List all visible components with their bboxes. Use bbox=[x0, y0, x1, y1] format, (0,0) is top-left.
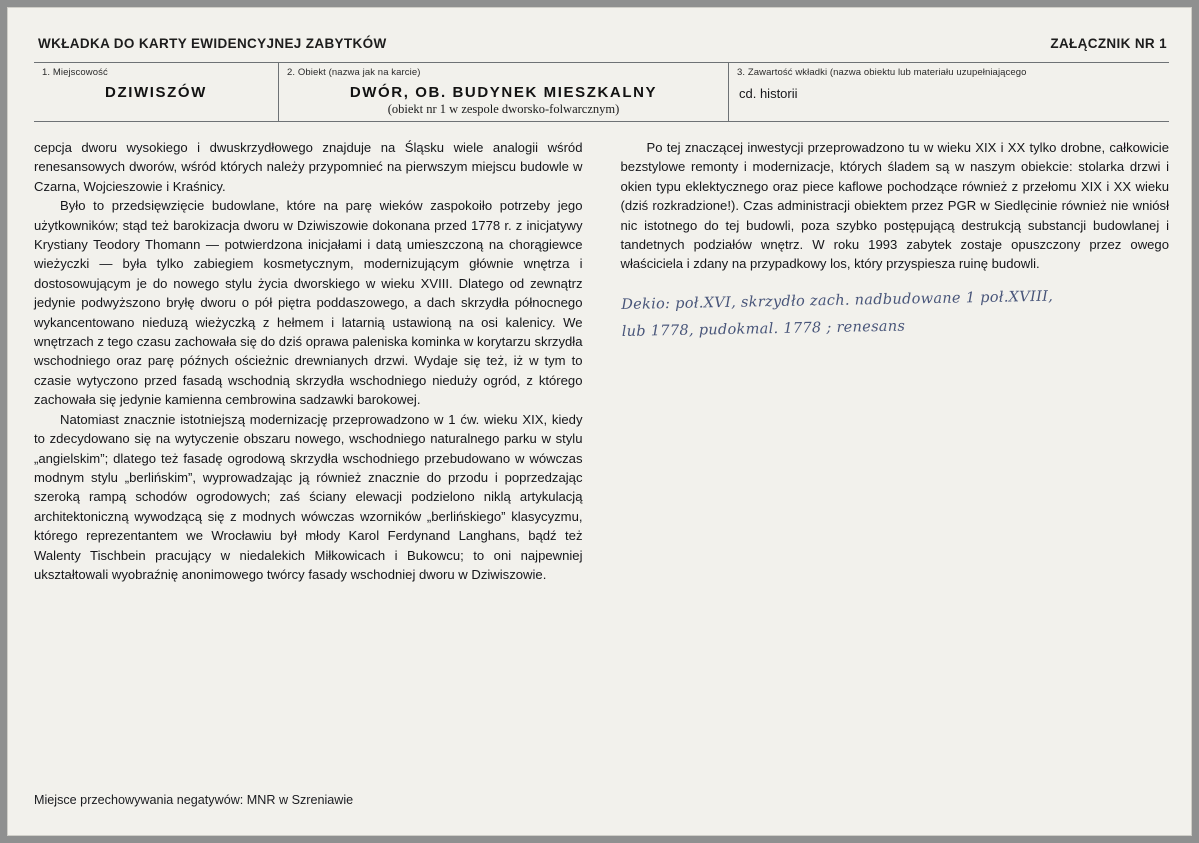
object-label: 2. Obiekt (nazwa jak na karcie) bbox=[287, 67, 421, 78]
footer-negatives-location: Miejsce przechowywania negatywów: MNR w Szreniawie bbox=[34, 793, 354, 807]
paragraph: Było to przedsięwzięcie budowlane, które na parę wieków zaspokoiło potrzeby jego użytkowników; stąd też barokizacja dworu w Dziwiszowie dokonana przed 1778 r. z inicjatywy Krystiany Teodory Thomann — potwierdzona inicjałami i datą umieszczoną na chorągiewce wieżyczki — była tylko zabiegiem kosmetycznym, modernizującym głównie wnętrza i dostosowującym je do nowego stylu życia dworskiego w wieku XVIII. Dlatego od zewnątrz jedynie podwyższono bryłę dworu o pół piętra poddaszowego, a dach skrzydła północnego wykancentowano nieduzą wieżyczką z hełmem i latarnią ustawioną na osi kalenicy. We wnętrzach z tego czasu zachowała się do dziś oprawa paleniska kominka w korytarzu skrzydła wschodniego oraz parę późnych ościeżnic drewnianych drzwi. Wydaje się też, iż w tym to czasie wytyczono przed fasadą wschodnią skrzydła wschodniego nieduży ogród, z którego zachowała się jedynie kamienna cembrowina sadzawki barokowej. bbox=[34, 198, 583, 408]
content-value: cd. historii bbox=[739, 86, 798, 101]
paragraph: Po tej znaczącej inwestycji przeprowadzono tu w wieku XIX i XX tylko drobne, całkowicie bezstylowe remonty i modernizacje, których śladem są w naszym obiekcie: stolarka drzwi i okien typu eklektycznego oraz piece kaflowe pochodzące również z przełomu XIX i XX wieku (dziś rozkradzione!). Czas administracji obiektem przez PGR w Siedlęcinie również nie wniósł nic istotnego do tej budowli, poza szybko postępującą destrukcją substancji budowlanej i tandetnych podziałów wnętrz. W roku 1993 zabytek zostaje opuszczony przez owego właściciela i zdany na przypadkowy los, który przyspiesza ruinę budowli. bbox=[620, 140, 1169, 272]
locality-value-wrap bbox=[42, 84, 270, 101]
object-value: DWÓR, OB. BUDYNEK MIESZKALNY bbox=[349, 84, 658, 101]
locality-value: DZIWISZÓW bbox=[105, 84, 207, 101]
table-cell-content bbox=[729, 63, 1169, 121]
page-title: WKŁADKA DO KARTY EWIDENCYJNEJ ZABYTKÓW bbox=[38, 36, 387, 51]
object-subvalue: (obiekt nr 1 w zespole dworsko-folwarcznym) bbox=[387, 102, 620, 116]
annex-label: ZAŁĄCZNIK NR 1 bbox=[1050, 36, 1167, 51]
document-header bbox=[34, 30, 1169, 62]
identification-table bbox=[34, 63, 1169, 122]
paragraph: Natomiast znacznie istotniejszą modernizację przeprowadzono w 1 ćw. wieku XIX, kiedy to zdecydowano się na wytyczenie obszaru nowego, wschodniego naturalnego parku w stylu „angielskim”; dlatego też fasadę ogrodową skrzydła wschodniego przebudowano w wówczas modnym stylu „berlińskim”, wyprowadzając ją również znacznie do przodu i poprzedzając szeroką rampą schodów ogrodowych; zaś ściany elewacji podzielono niklą artykulacją architektoniczną wywodzącą się z modnych wówczas wzorników „berlińskiego” klasycyzmu, którego reprezentantem we Wrocławiu był młody Karol Ferdynand Langhans, bądź też Walenty Tischbein pracujący w niedalekich Miłkowicach i Bukowcu; to oni najpewniej ukształtowali wyobraźnię anonimowego twórcy fasady wschodniej dworu w Dziwiszowie. bbox=[34, 411, 583, 582]
body-columns bbox=[34, 138, 1169, 584]
left-column bbox=[34, 138, 583, 584]
paragraph: cepcja dworu wysokiego i dwuskrzydłowego znajduje na Śląsku wiele analogii wśród renesansowych dworów, wśród których należy przypomnieć na pierwszym miejscu budowle w Czarna, Wojcieszowie i Kraśnicy. bbox=[34, 140, 583, 194]
table-cell-object bbox=[279, 63, 729, 121]
handwritten-annotation: Dekio: poł.XVI, skrzydło zach. nadbudowane 1 poł.XVIII, lub 1778, pudokmal. 1778 ; renesans bbox=[620, 288, 1053, 340]
table-cell-locality bbox=[34, 63, 279, 121]
right-column bbox=[621, 138, 1170, 584]
locality-label: 1. Miejscowość bbox=[42, 67, 108, 78]
page-content bbox=[34, 30, 1169, 819]
document-page bbox=[8, 8, 1191, 835]
object-value-wrap bbox=[287, 84, 720, 117]
content-label: 3. Zawartość wkładki (nazwa obiektu lub materiału uzupełniającego bbox=[737, 67, 1027, 78]
